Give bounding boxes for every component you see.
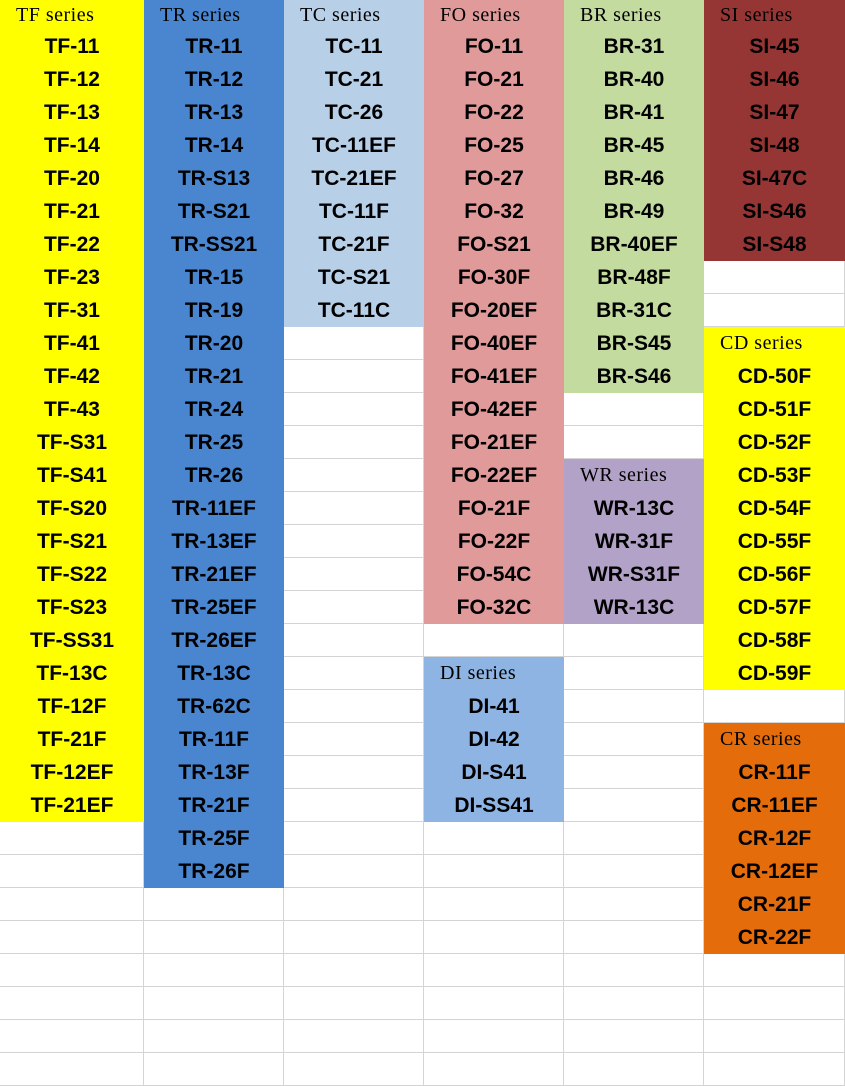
series-code-tr[interactable]: TR-13EF [144,525,284,558]
grid-cell[interactable] [564,822,704,855]
grid-cell[interactable] [144,888,284,921]
series-header-tr[interactable]: TR series [144,0,284,30]
grid-cell[interactable] [284,360,424,393]
series-code-br[interactable]: BR-41 [564,96,704,129]
grid-cell[interactable] [424,921,564,954]
grid-cell[interactable] [564,723,704,756]
series-code-tf[interactable]: TF-14 [0,129,144,162]
grid-cell[interactable] [284,624,424,657]
series-code-tr[interactable]: TR-25EF [144,591,284,624]
series-code-tf[interactable]: TF-S20 [0,492,144,525]
series-code-tf[interactable]: TF-12EF [0,756,144,789]
series-code-tr[interactable]: TR-24 [144,393,284,426]
series-code-tr[interactable]: TR-11 [144,30,284,63]
series-code-tf[interactable]: TF-42 [0,360,144,393]
series-code-tr[interactable]: TR-62C [144,690,284,723]
series-code-tr[interactable]: TR-12 [144,63,284,96]
grid-cell[interactable] [564,690,704,723]
series-code-tf[interactable]: TF-S22 [0,558,144,591]
grid-cell[interactable] [564,657,704,690]
series-code-tr[interactable]: TR-21F [144,789,284,822]
grid-cell[interactable] [424,855,564,888]
grid-cell[interactable] [284,459,424,492]
series-code-tr[interactable]: TR-S21 [144,195,284,228]
grid-cell[interactable] [284,525,424,558]
series-code-br[interactable]: BR-40 [564,63,704,96]
grid-cell[interactable] [564,393,704,426]
grid-cell[interactable] [284,657,424,690]
series-code-fo[interactable]: FO-32C [424,591,564,624]
series-code-cd[interactable]: CD-50F [704,360,845,393]
series-code-tf[interactable]: TF-S41 [0,459,144,492]
grid-cell[interactable] [0,1020,144,1053]
series-code-fo[interactable]: FO-22F [424,525,564,558]
grid-cell[interactable] [564,1053,704,1086]
series-header-di[interactable]: DI series [424,657,564,690]
series-code-wr[interactable]: WR-31F [564,525,704,558]
series-code-cr[interactable]: CR-11EF [704,789,845,822]
series-code-di[interactable]: DI-41 [424,690,564,723]
grid-cell[interactable] [564,888,704,921]
series-code-fo[interactable]: FO-40EF [424,327,564,360]
series-code-br[interactable]: BR-31 [564,30,704,63]
series-code-tc[interactable]: TC-21F [284,228,424,261]
series-code-tc[interactable]: TC-S21 [284,261,424,294]
series-code-cd[interactable]: CD-57F [704,591,845,624]
series-code-si[interactable]: SI-46 [704,63,845,96]
series-code-fo[interactable]: FO-54C [424,558,564,591]
series-code-fo[interactable]: FO-41EF [424,360,564,393]
series-code-tr[interactable]: TR-S13 [144,162,284,195]
series-header-cd[interactable]: CD series [704,327,845,360]
series-header-tc[interactable]: TC series [284,0,424,30]
series-code-cd[interactable]: CD-52F [704,426,845,459]
grid-cell[interactable] [284,855,424,888]
series-code-di[interactable]: DI-S41 [424,756,564,789]
series-code-fo[interactable]: FO-27 [424,162,564,195]
series-code-fo[interactable]: FO-11 [424,30,564,63]
series-code-tf[interactable]: TF-31 [0,294,144,327]
grid-cell[interactable] [704,987,845,1020]
series-code-tc[interactable]: TC-11F [284,195,424,228]
series-code-fo[interactable]: FO-30F [424,261,564,294]
series-code-tr[interactable]: TR-25F [144,822,284,855]
series-code-cd[interactable]: CD-56F [704,558,845,591]
series-code-tc[interactable]: TC-11 [284,30,424,63]
series-code-br[interactable]: BR-48F [564,261,704,294]
grid-cell[interactable] [704,294,845,327]
series-code-tr[interactable]: TR-21 [144,360,284,393]
grid-cell[interactable] [564,954,704,987]
series-code-tf[interactable]: TF-12 [0,63,144,96]
series-code-tf[interactable]: TF-22 [0,228,144,261]
grid-cell[interactable] [144,954,284,987]
series-code-wr[interactable]: WR-13C [564,591,704,624]
series-header-br[interactable]: BR series [564,0,704,30]
grid-cell[interactable] [0,1053,144,1086]
grid-cell[interactable] [704,690,845,723]
series-code-tr[interactable]: TR-26 [144,459,284,492]
grid-cell[interactable] [284,1020,424,1053]
grid-cell[interactable] [704,1053,845,1086]
series-code-cd[interactable]: CD-54F [704,492,845,525]
grid-cell[interactable] [424,1020,564,1053]
series-code-tf[interactable]: TF-41 [0,327,144,360]
series-code-si[interactable]: SI-47 [704,96,845,129]
series-code-tr[interactable]: TR-13C [144,657,284,690]
series-code-si[interactable]: SI-S46 [704,195,845,228]
grid-cell[interactable] [284,327,424,360]
grid-cell[interactable] [424,987,564,1020]
grid-cell[interactable] [284,393,424,426]
series-code-tr[interactable]: TR-26F [144,855,284,888]
series-code-fo[interactable]: FO-42EF [424,393,564,426]
series-code-cr[interactable]: CR-12EF [704,855,845,888]
grid-cell[interactable] [144,921,284,954]
series-code-tr[interactable]: TR-11F [144,723,284,756]
series-code-tc[interactable]: TC-21 [284,63,424,96]
series-code-tf[interactable]: TF-23 [0,261,144,294]
grid-cell[interactable] [704,261,845,294]
series-code-tr[interactable]: TR-15 [144,261,284,294]
grid-cell[interactable] [284,558,424,591]
grid-cell[interactable] [564,756,704,789]
series-code-br[interactable]: BR-S46 [564,360,704,393]
grid-cell[interactable] [0,987,144,1020]
grid-cell[interactable] [424,624,564,657]
series-header-wr[interactable]: WR series [564,459,704,492]
grid-cell[interactable] [284,492,424,525]
series-code-br[interactable]: BR-49 [564,195,704,228]
grid-cell[interactable] [564,855,704,888]
series-code-di[interactable]: DI-SS41 [424,789,564,822]
series-code-cd[interactable]: CD-55F [704,525,845,558]
grid-cell[interactable] [284,921,424,954]
series-code-di[interactable]: DI-42 [424,723,564,756]
grid-cell[interactable] [0,921,144,954]
series-code-si[interactable]: SI-S48 [704,228,845,261]
series-code-tf[interactable]: TF-21EF [0,789,144,822]
grid-cell[interactable] [284,789,424,822]
series-code-wr[interactable]: WR-13C [564,492,704,525]
grid-cell[interactable] [284,426,424,459]
series-code-fo[interactable]: FO-21 [424,63,564,96]
series-code-si[interactable]: SI-47C [704,162,845,195]
grid-cell[interactable] [144,1053,284,1086]
series-code-cd[interactable]: CD-51F [704,393,845,426]
grid-cell[interactable] [284,723,424,756]
series-code-cr[interactable]: CR-22F [704,921,845,954]
series-code-tf[interactable]: TF-43 [0,393,144,426]
series-code-tf[interactable]: TF-13 [0,96,144,129]
series-code-si[interactable]: SI-48 [704,129,845,162]
grid-cell[interactable] [0,855,144,888]
grid-cell[interactable] [564,426,704,459]
series-code-br[interactable]: BR-31C [564,294,704,327]
series-code-tc[interactable]: TC-11C [284,294,424,327]
series-code-cr[interactable]: CR-11F [704,756,845,789]
series-code-cd[interactable]: CD-53F [704,459,845,492]
series-code-tr[interactable]: TR-19 [144,294,284,327]
series-header-fo[interactable]: FO series [424,0,564,30]
grid-cell[interactable] [564,987,704,1020]
grid-cell[interactable] [284,888,424,921]
grid-cell[interactable] [0,888,144,921]
series-code-tf[interactable]: TF-11 [0,30,144,63]
series-code-fo[interactable]: FO-32 [424,195,564,228]
series-code-tf[interactable]: TF-S31 [0,426,144,459]
series-header-si[interactable]: SI series [704,0,845,30]
grid-cell[interactable] [424,822,564,855]
series-code-tf[interactable]: TF-S21 [0,525,144,558]
series-code-fo[interactable]: FO-21F [424,492,564,525]
series-code-tr[interactable]: TR-SS21 [144,228,284,261]
grid-cell[interactable] [0,954,144,987]
series-code-fo[interactable]: FO-21EF [424,426,564,459]
grid-cell[interactable] [284,690,424,723]
series-header-tf[interactable]: TF series [0,0,144,30]
series-code-wr[interactable]: WR-S31F [564,558,704,591]
series-code-br[interactable]: BR-S45 [564,327,704,360]
grid-cell[interactable] [564,789,704,822]
series-code-fo[interactable]: FO-20EF [424,294,564,327]
series-code-tf[interactable]: TF-13C [0,657,144,690]
series-code-br[interactable]: BR-46 [564,162,704,195]
series-code-tr[interactable]: TR-26EF [144,624,284,657]
series-code-cr[interactable]: CR-12F [704,822,845,855]
series-code-cr[interactable]: CR-21F [704,888,845,921]
series-code-cd[interactable]: CD-59F [704,657,845,690]
series-code-tr[interactable]: TR-25 [144,426,284,459]
grid-cell[interactable] [704,954,845,987]
grid-cell[interactable] [284,822,424,855]
grid-cell[interactable] [564,624,704,657]
series-code-fo[interactable]: FO-22EF [424,459,564,492]
series-code-si[interactable]: SI-45 [704,30,845,63]
series-code-fo[interactable]: FO-S21 [424,228,564,261]
series-code-br[interactable]: BR-40EF [564,228,704,261]
grid-cell[interactable] [564,921,704,954]
series-code-tf[interactable]: TF-SS31 [0,624,144,657]
series-code-tf[interactable]: TF-12F [0,690,144,723]
series-code-tf[interactable]: TF-S23 [0,591,144,624]
series-code-tf[interactable]: TF-20 [0,162,144,195]
series-code-br[interactable]: BR-45 [564,129,704,162]
series-code-tr[interactable]: TR-21EF [144,558,284,591]
grid-cell[interactable] [284,954,424,987]
series-code-tc[interactable]: TC-21EF [284,162,424,195]
series-code-cd[interactable]: CD-58F [704,624,845,657]
grid-cell[interactable] [424,954,564,987]
series-code-tc[interactable]: TC-11EF [284,129,424,162]
series-code-tr[interactable]: TR-14 [144,129,284,162]
grid-cell[interactable] [284,756,424,789]
grid-cell[interactable] [704,1020,845,1053]
series-code-tf[interactable]: TF-21 [0,195,144,228]
grid-cell[interactable] [144,987,284,1020]
grid-cell[interactable] [284,591,424,624]
series-code-tr[interactable]: TR-13F [144,756,284,789]
series-code-tr[interactable]: TR-13 [144,96,284,129]
series-code-fo[interactable]: FO-22 [424,96,564,129]
series-code-tr[interactable]: TR-20 [144,327,284,360]
series-code-tc[interactable]: TC-26 [284,96,424,129]
grid-cell[interactable] [424,1053,564,1086]
series-code-fo[interactable]: FO-25 [424,129,564,162]
grid-cell[interactable] [424,888,564,921]
series-code-tr[interactable]: TR-11EF [144,492,284,525]
grid-cell[interactable] [0,822,144,855]
series-code-tf[interactable]: TF-21F [0,723,144,756]
grid-cell[interactable] [284,1053,424,1086]
grid-cell[interactable] [564,1020,704,1053]
grid-cell[interactable] [144,1020,284,1053]
series-header-cr[interactable]: CR series [704,723,845,756]
grid-cell[interactable] [284,987,424,1020]
